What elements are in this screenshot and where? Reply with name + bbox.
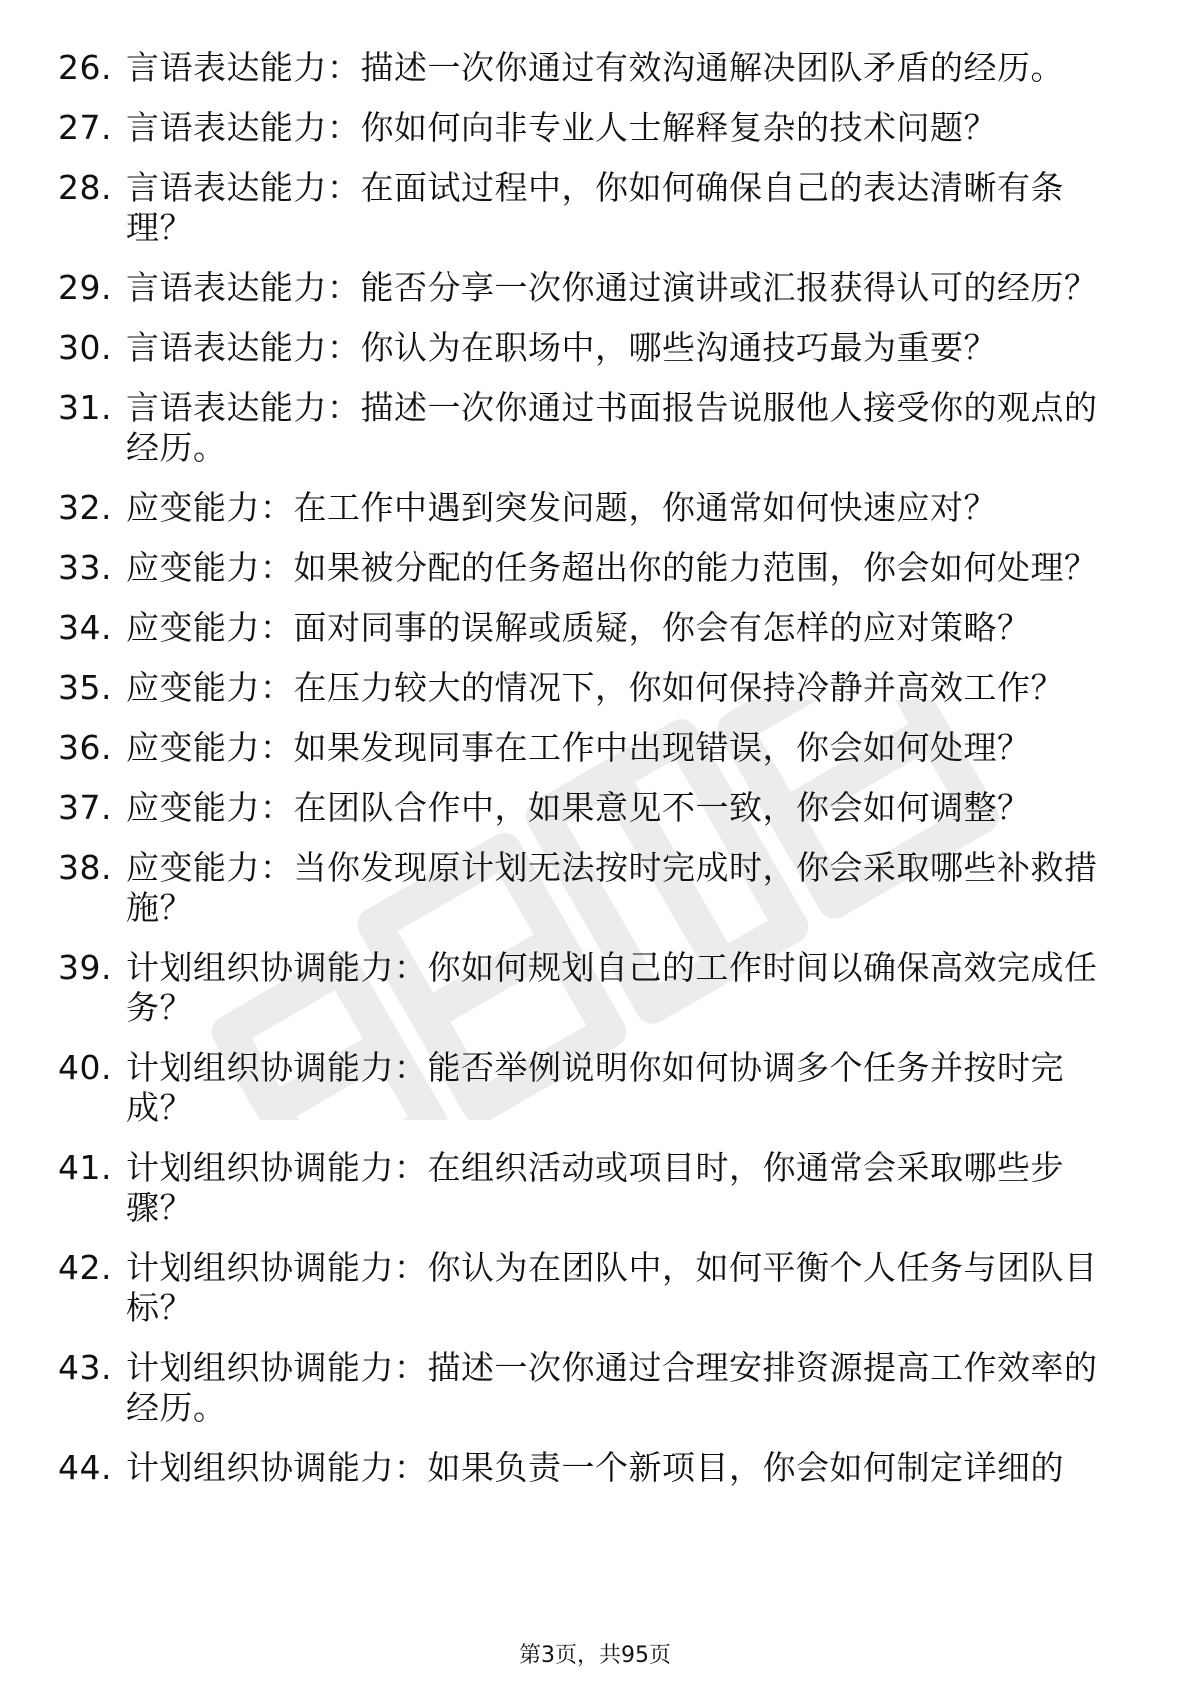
question-item bbox=[58, 1248, 1118, 1328]
question-text: 计划组织协调能力：你如何规划自己的工作时间以确保高效完成任务？ bbox=[126, 948, 1098, 1027]
question-text: 计划组织协调能力：能否举例说明你如何协调多个任务并按时完成？ bbox=[126, 1048, 1064, 1127]
question-number: 31. bbox=[58, 388, 112, 427]
question-item bbox=[58, 1348, 1118, 1428]
question-number: 44. bbox=[58, 1448, 112, 1487]
question-number: 29. bbox=[58, 268, 112, 307]
question-item bbox=[58, 948, 1118, 1028]
question-text: 计划组织协调能力：描述一次你通过合理安排资源提高工作效率的经历。 bbox=[126, 1348, 1098, 1427]
question-item bbox=[58, 488, 1118, 528]
question-item bbox=[58, 1448, 1118, 1488]
question-item bbox=[58, 548, 1118, 588]
question-text: 言语表达能力：能否分享一次你通过演讲或汇报获得认可的经历？ bbox=[126, 268, 1098, 307]
question-item bbox=[58, 328, 1118, 368]
question-number: 34. bbox=[58, 608, 112, 647]
question-text: 言语表达能力：在面试过程中，你如何确保自己的表达清晰有条理？ bbox=[126, 168, 1064, 247]
question-item bbox=[58, 728, 1118, 768]
question-item bbox=[58, 788, 1118, 828]
question-number: 43. bbox=[58, 1348, 112, 1387]
question-number: 39. bbox=[58, 948, 112, 987]
question-item bbox=[58, 168, 1118, 248]
question-number: 42. bbox=[58, 1248, 112, 1287]
question-text: 计划组织协调能力：如果负责一个新项目，你会如何制定详细的 bbox=[126, 1448, 1064, 1487]
question-item bbox=[58, 848, 1118, 928]
question-number: 28. bbox=[58, 168, 112, 207]
question-text: 言语表达能力：你认为在职场中，哪些沟通技巧最为重要？ bbox=[126, 328, 997, 367]
question-item bbox=[58, 268, 1118, 308]
question-number: 36. bbox=[58, 728, 112, 767]
question-number: 32. bbox=[58, 488, 112, 527]
question-number: 33. bbox=[58, 548, 112, 587]
question-item bbox=[58, 48, 1118, 88]
page-number-footer: 第3页，共95页 bbox=[519, 1643, 671, 1668]
question-item bbox=[58, 108, 1118, 148]
question-item bbox=[58, 1148, 1118, 1228]
question-text: 应变能力：当你发现原计划无法按时完成时，你会采取哪些补救措施？ bbox=[126, 848, 1098, 927]
question-item bbox=[58, 1048, 1118, 1128]
question-number: 27. bbox=[58, 108, 112, 147]
question-item bbox=[58, 668, 1118, 708]
question-number: 35. bbox=[58, 668, 112, 707]
question-text: 应变能力：面对同事的误解或质疑，你会有怎样的应对策略？ bbox=[126, 608, 1031, 647]
question-text: 言语表达能力：描述一次你通过有效沟通解决团队矛盾的经历。 bbox=[126, 48, 1064, 87]
question-text: 计划组织协调能力：你认为在团队中，如何平衡个人任务与团队目标？ bbox=[126, 1248, 1098, 1327]
question-text: 言语表达能力：描述一次你通过书面报告说服他人接受你的观点的经历。 bbox=[126, 388, 1098, 467]
question-number: 40. bbox=[58, 1048, 112, 1087]
question-text: 应变能力：在压力较大的情况下，你如何保持冷静并高效工作？ bbox=[126, 668, 1064, 707]
question-text: 应变能力：在团队合作中，如果意见不一致，你会如何调整？ bbox=[126, 788, 1031, 827]
question-text: 言语表达能力：你如何向非专业人士解释复杂的技术问题？ bbox=[126, 108, 997, 147]
question-number: 26. bbox=[58, 48, 112, 87]
question-list bbox=[58, 48, 1118, 1508]
question-text: 应变能力：在工作中遇到突发问题，你通常如何快速应对？ bbox=[126, 488, 997, 527]
question-number: 37. bbox=[58, 788, 112, 827]
question-text: 计划组织协调能力：在组织活动或项目时，你通常会采取哪些步骤？ bbox=[126, 1148, 1064, 1227]
question-number: 30. bbox=[58, 328, 112, 367]
question-item bbox=[58, 608, 1118, 648]
question-number: 41. bbox=[58, 1148, 112, 1187]
question-text: 应变能力：如果被分配的任务超出你的能力范围，你会如何处理？ bbox=[126, 548, 1098, 587]
question-item bbox=[58, 388, 1118, 468]
question-number: 38. bbox=[58, 848, 112, 887]
question-text: 应变能力：如果发现同事在工作中出现错误，你会如何处理？ bbox=[126, 728, 1031, 767]
